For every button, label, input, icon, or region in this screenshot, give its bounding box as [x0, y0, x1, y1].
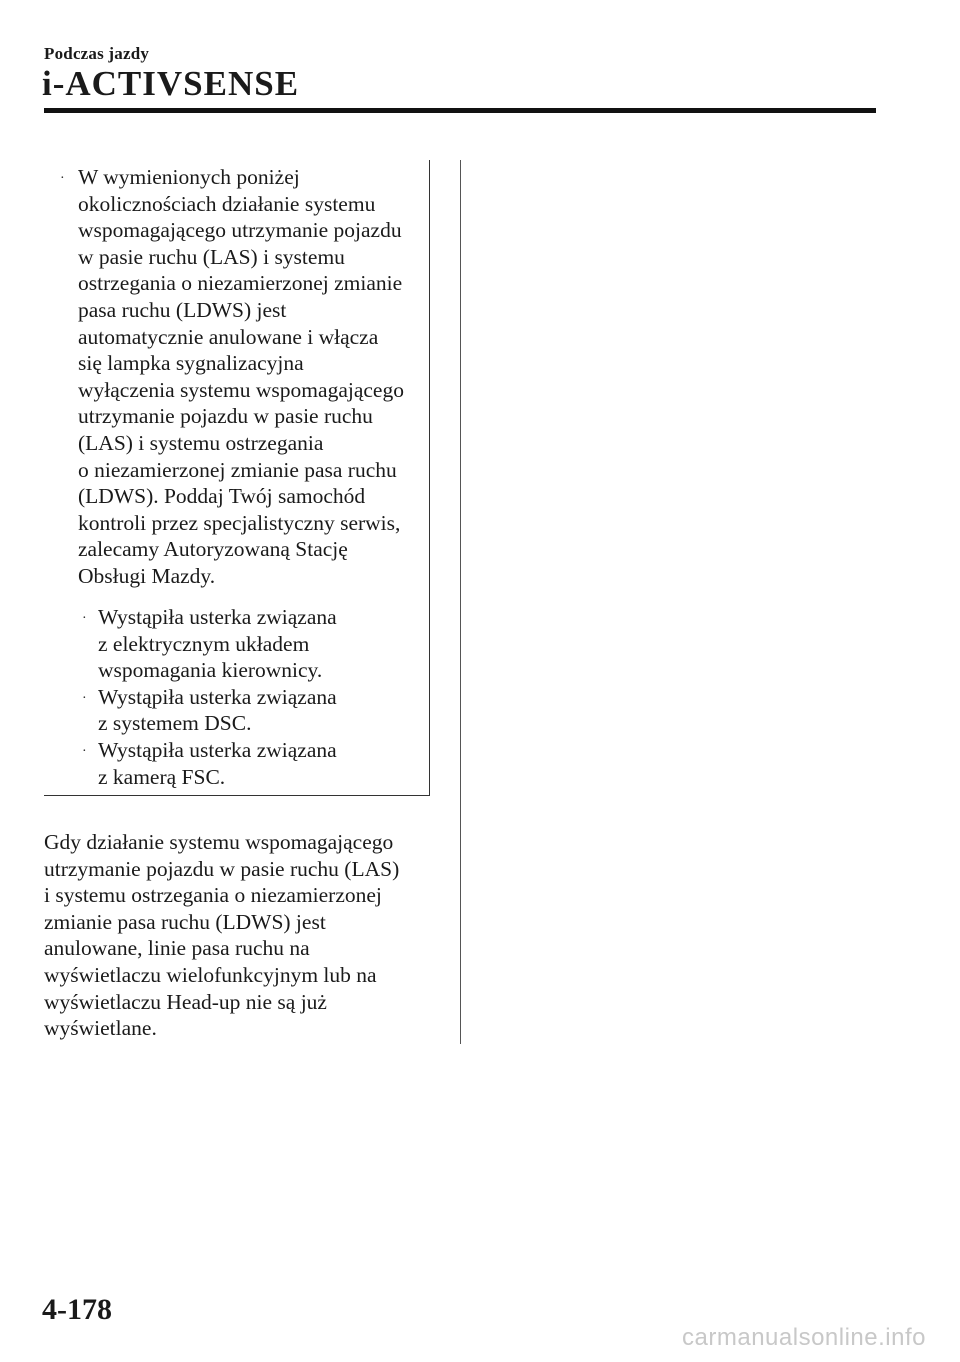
note-main-bullet: [58, 164, 430, 590]
sub-item-line: z elektrycznym układem: [98, 631, 310, 656]
body-line: wyświetlane.: [44, 1016, 157, 1041]
sub-item-line: Wystąpiła usterka związana: [98, 737, 337, 762]
note-line: okolicznościach działanie systemu: [78, 191, 376, 216]
note-line: się lampka sygnalizacyjna: [78, 351, 304, 376]
note-line: o niezamierzonej zmianie pasa ruchu: [78, 457, 397, 482]
section-label: Podczas jazdy: [44, 44, 150, 63]
note-line: pasa ruchu (LDWS) jest: [78, 297, 287, 322]
note-line: (LAS) i systemu ostrzegania: [78, 430, 324, 455]
note-line: automatycznie anulowane i włącza: [78, 324, 379, 349]
body-line: utrzymanie pojazdu w pasie ruchu (LAS): [44, 856, 400, 881]
body-line: wyświetlaczu wielofunkcyjnym lub na: [44, 962, 377, 987]
note-line: kontroli przez specjalistyczny serwis,: [78, 510, 401, 535]
body-line: zmianie pasa ruchu (LDWS) jest: [44, 909, 326, 934]
sub-item-line: Wystąpiła usterka związana: [98, 684, 337, 709]
sub-item-line: wspomagania kierownicy.: [98, 658, 323, 683]
page-number: 4-178: [42, 1293, 112, 1326]
sub-item-line: Wystąpiła usterka związana: [98, 605, 337, 629]
body-line: i systemu ostrzegania o niezamierzonej: [44, 883, 382, 908]
note-line: utrzymanie pojazdu w pasie ruchu: [78, 404, 373, 429]
bullet-dot: ·: [82, 690, 87, 706]
body-line: Gdy działanie systemu wspomagającego: [44, 830, 394, 854]
chapter-title: i-ACTIVSENSE: [42, 64, 300, 103]
sub-item-line: z systemem DSC.: [98, 711, 252, 736]
note-line: zalecamy Autoryzowaną Stację: [78, 537, 348, 562]
note-line: wyłączenia systemu wspomagającego: [78, 377, 404, 402]
note-line: w pasie ruchu (LAS) i systemu: [78, 244, 345, 269]
bullet-dot: ·: [82, 743, 87, 759]
body-line: wyświetlaczu Head-up nie są już: [44, 989, 327, 1014]
sub-item-steering: [80, 604, 420, 684]
note-line: W wymienionych poniżej: [78, 165, 300, 189]
note-line: ostrzegania o niezamierzonej zmianie: [78, 271, 403, 296]
watermark: carmanualsonline.info: [682, 1324, 926, 1351]
bullet-dot: ·: [82, 611, 87, 626]
header-rule: [44, 108, 876, 113]
sub-item-line: z kamerą FSC.: [98, 764, 226, 789]
body-line: anulowane, linie pasa ruchu na: [44, 936, 310, 961]
bullet-dot: ·: [60, 171, 65, 186]
note-line: (LDWS). Poddaj Twój samochód: [78, 484, 366, 509]
note-sub-list: [80, 604, 420, 790]
column-divider: [460, 160, 461, 1044]
body-paragraph: [44, 829, 444, 1042]
sub-item-dsc: [80, 684, 420, 737]
sub-item-fsc: [80, 737, 420, 790]
note-line: Obsługi Mazdy.: [78, 563, 216, 588]
note-line: wspomagającego utrzymanie pojazdu: [78, 218, 402, 243]
